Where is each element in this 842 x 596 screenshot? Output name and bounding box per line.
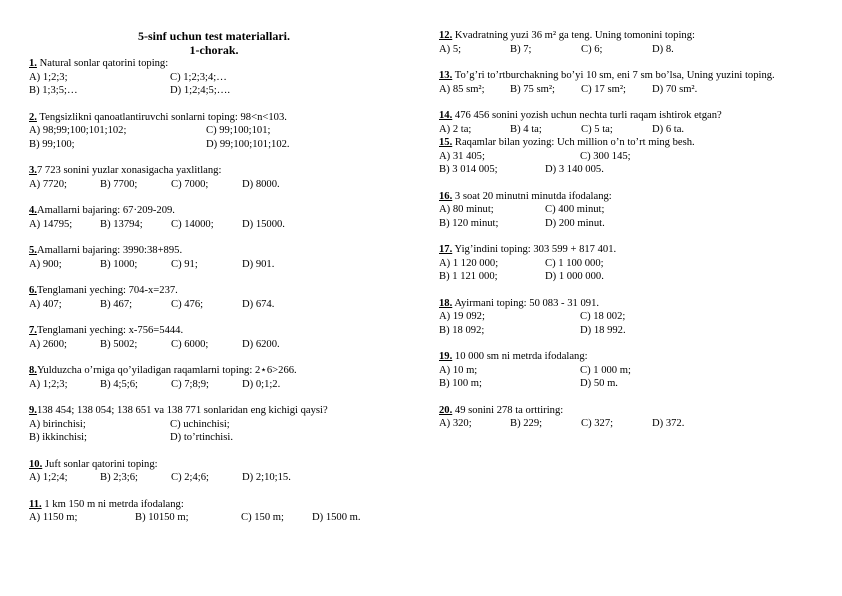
option-d: D) 1500 m.	[312, 512, 361, 523]
question-number: 4.	[29, 205, 37, 216]
option-d: D) 50 m.	[580, 378, 618, 389]
option-a: A) 2 ta;	[439, 123, 472, 135]
question-number: 18.	[439, 297, 453, 309]
option-b: B) 1 121 000;	[439, 271, 498, 282]
option-d: D) 18 992.	[580, 324, 626, 336]
option-a: A) 407;	[29, 298, 62, 310]
question-3	[29, 164, 399, 191]
question-text: 10 000 sm ni metrda ifodalang:	[454, 351, 588, 362]
question-9	[29, 404, 399, 445]
option-c: C) 150 m;	[241, 512, 284, 523]
option-d: D) 70 sm².	[652, 83, 698, 95]
option-b: B) 100 m;	[439, 378, 482, 389]
option-a: A) 1;2;3;	[29, 378, 68, 390]
question-number: 14.	[439, 110, 453, 121]
question-16	[439, 190, 814, 231]
option-c: C) 300 145;	[580, 150, 631, 162]
option-b: B) ikkinchisi;	[29, 432, 87, 443]
option-a: A) 31 405;	[439, 150, 485, 162]
question-text: 1 km 150 m ni metrda ifodalang:	[44, 498, 184, 510]
option-b: B) 1;3;5;…	[29, 85, 78, 96]
option-a: A) 98;99;100;101;102;	[29, 125, 127, 136]
option-a: A) 1150 m;	[29, 512, 78, 523]
option-b: B) 4 ta;	[510, 123, 542, 135]
option-d: D) 1 000 000.	[545, 271, 604, 282]
option-d: D) 3 140 005.	[545, 164, 604, 175]
option-a: A) 19 092;	[439, 311, 485, 322]
question-10	[29, 458, 399, 485]
question-7	[29, 324, 399, 351]
option-d: D) 8.	[652, 43, 674, 55]
option-c: C) 7;8;9;	[171, 378, 209, 390]
question-text: Yulduzcha o’rniga qo’yiladigan raqamlarni toping: 2⋆6>266.	[36, 365, 297, 376]
question-number: 16.	[439, 190, 453, 202]
question-number: 15.	[439, 137, 453, 148]
option-d: D) 99;100;101;102.	[206, 138, 290, 150]
question-text: Tenglamani yeching: 704-x=237.	[36, 285, 178, 296]
option-b: B) 120 minut;	[439, 217, 499, 229]
option-a: A) 10 m;	[439, 364, 478, 376]
question-number: 5.	[29, 245, 37, 256]
question-text: Amallarni bajaring: 3990:38+895.	[36, 245, 183, 256]
option-d: D) 15000.	[242, 218, 285, 230]
question-15	[439, 136, 814, 177]
option-b: B) 4;5;6;	[100, 378, 138, 390]
question-number: 19.	[439, 351, 453, 362]
option-a: A) 900;	[29, 258, 62, 270]
question-number: 8.	[29, 365, 37, 376]
question-number: 2.	[29, 111, 37, 123]
question-number: 20.	[439, 404, 453, 416]
question-text: Natural sonlar qatorini toping:	[39, 58, 169, 69]
question-text: Ayirmani toping: 50 083 - 31 091.	[454, 297, 600, 309]
right-column	[439, 29, 814, 431]
question-number: 7.	[29, 325, 37, 336]
option-d: D) 6 ta.	[652, 123, 685, 135]
question-number: 11.	[29, 498, 42, 510]
question-12	[439, 29, 814, 56]
question-text: 3 soat 20 minutni minutda ifodalang:	[454, 190, 612, 202]
option-c: C) 476;	[171, 298, 204, 310]
option-a: A) 80 minut;	[439, 204, 494, 215]
question-4	[29, 204, 399, 231]
option-d: D) 372.	[652, 418, 685, 429]
question-number: 13.	[439, 70, 453, 81]
question-17	[439, 243, 814, 284]
question-number: 3.	[29, 165, 37, 176]
question-text: Yig’indini toping: 303 599 + 817 401.	[454, 244, 617, 255]
question-14	[439, 109, 814, 136]
option-c: C) 327;	[581, 418, 614, 429]
question-19	[439, 350, 814, 391]
option-a: A) 7720;	[29, 178, 67, 190]
question-number: 12.	[439, 30, 453, 41]
option-d: D) 2;10;15.	[242, 472, 291, 483]
option-a: A) 1 120 000;	[439, 257, 499, 269]
question-18	[439, 297, 814, 338]
question-text: Tenglamani yeching: x-756=5444.	[36, 325, 184, 336]
option-c: C) 18 002;	[580, 311, 626, 322]
option-c: C) 6000;	[171, 338, 209, 350]
option-c: C) 2;4;6;	[171, 472, 209, 483]
option-c: C) 1 000 m;	[580, 364, 631, 376]
option-b: B) 1000;	[100, 258, 138, 270]
question-text: Kvadratning yuzi 36 m² ga teng. Uning tomonini toping:	[454, 30, 695, 41]
question-number: 6.	[29, 285, 37, 296]
option-a: A) 1;2;4;	[29, 472, 68, 483]
question-6	[29, 284, 399, 311]
option-a: A) 85 sm²;	[439, 83, 485, 95]
question-text: Tengsizlikni qanoatlantiruvchi sonlarni toping: 98<n<103.	[39, 111, 287, 123]
question-text: Amallarni bajaring: 67·209-209.	[36, 205, 175, 216]
option-b: B) 7700;	[100, 178, 138, 190]
option-c: C) 1 100 000;	[545, 257, 604, 269]
option-b: B) 229;	[510, 418, 543, 429]
question-text: 7 723 sonini yuzlar xonasigacha yaxlitlang:	[36, 165, 222, 176]
option-c: C) 400 minut;	[545, 204, 605, 215]
option-c: C) 1;2;3;4;…	[170, 71, 227, 83]
option-b: B) 2;3;6;	[100, 472, 138, 483]
option-c: C) 6;	[581, 43, 603, 55]
page-title: 5-sinf uchun test materiallari.	[138, 29, 290, 43]
option-c: C) 5 ta;	[581, 123, 613, 135]
option-c: C) uchinchisi;	[170, 418, 230, 430]
option-d: D) 8000.	[242, 178, 280, 190]
option-d: D) 674.	[242, 298, 275, 310]
option-c: C) 17 sm²;	[581, 83, 626, 95]
option-b: B) 5002;	[100, 338, 138, 350]
option-b: B) 7;	[510, 43, 532, 55]
question-1	[29, 57, 399, 98]
question-20	[439, 404, 814, 431]
option-c: C) 14000;	[171, 218, 214, 230]
page-subtitle: 1-chorak.	[189, 43, 239, 57]
option-b: B) 3 014 005;	[439, 164, 498, 175]
question-text: Juft sonlar qatorini toping:	[44, 458, 158, 470]
question-number: 17.	[439, 244, 453, 255]
option-b: B) 13794;	[100, 218, 143, 230]
option-b: B) 467;	[100, 298, 133, 310]
option-a: A) 5;	[439, 43, 462, 55]
option-a: A) 320;	[439, 418, 472, 429]
option-a: A) 14795;	[29, 218, 73, 230]
question-2	[29, 111, 399, 152]
question-5	[29, 244, 399, 271]
option-a: A) birinchisi;	[29, 418, 86, 430]
question-number: 1.	[29, 58, 37, 69]
option-b: B) 99;100;	[29, 138, 75, 150]
question-number: 9.	[29, 405, 37, 416]
question-text: To’g’ri to’rtburchakning bo’yi 10 sm, eni 7 sm bo’lsa, Uning yuzini toping.	[454, 70, 775, 81]
question-number: 10.	[29, 458, 43, 470]
option-d: D) 6200.	[242, 338, 280, 350]
option-d: D) 1;2;4;5;….	[170, 85, 231, 96]
question-13	[439, 69, 814, 96]
option-a: A) 2600;	[29, 338, 67, 350]
option-c: C) 7000;	[171, 178, 209, 190]
option-c: C) 99;100;101;	[206, 125, 271, 136]
question-text: 49 sonini 278 ta orttiring:	[454, 404, 564, 416]
option-b: B) 10150 m;	[135, 512, 189, 523]
option-b: B) 75 sm²;	[510, 83, 555, 95]
question-text: 476 456 sonini yozish uchun nechta turli raqam ishtirok etgan?	[454, 110, 722, 121]
option-d: D) 901.	[242, 258, 275, 270]
option-c: C) 91;	[171, 258, 198, 270]
option-a: A) 1;2;3;	[29, 71, 68, 83]
option-d: D) 200 minut.	[545, 217, 605, 229]
question-text: 138 454; 138 054; 138 651 va 138 771 sonlaridan eng kichigi qaysi?	[36, 405, 328, 416]
question-8	[29, 364, 399, 391]
left-column	[29, 29, 399, 525]
option-d: D) to’rtinchisi.	[170, 432, 233, 443]
option-d: D) 0;1;2.	[242, 378, 281, 390]
option-b: B) 18 092;	[439, 324, 485, 336]
question-text: Raqamlar bilan yozing: Uch million o’n to’rt ming besh.	[454, 137, 695, 148]
question-11	[29, 498, 399, 525]
